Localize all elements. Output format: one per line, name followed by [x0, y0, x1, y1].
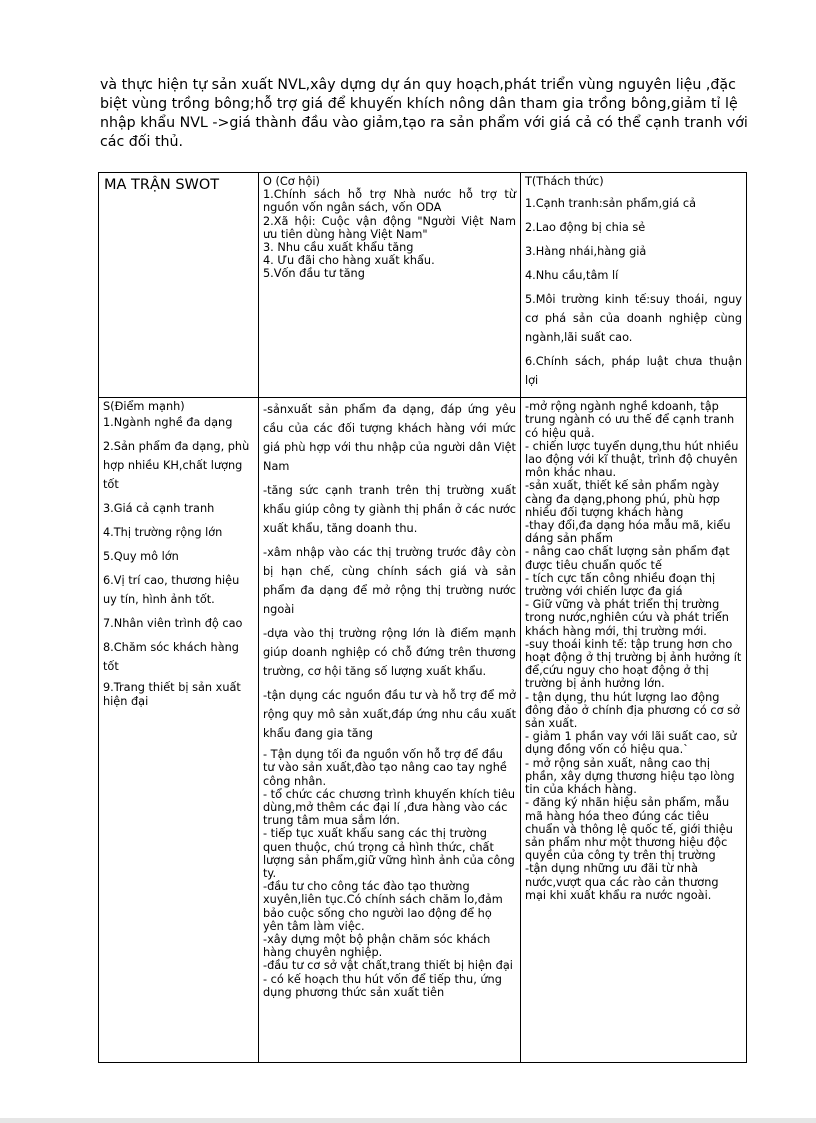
list-item: - nâng cao chất lượng sản phẩm đạt được tiêu chuẩn quốc tế: [525, 545, 730, 572]
list-item: 7.Nhân viên trình độ cao: [103, 617, 243, 631]
list-item: 3.Hàng nhái,hàng giả: [525, 245, 647, 259]
list-item: 4.Thị trường rộng lớn: [103, 526, 223, 540]
list-item: 9.Trang thiết bị sản xuất hiện đại: [103, 681, 241, 708]
list-item: -sảnxuất sản phẩm đa dạng, đáp ứng yêu cầu của các đối tượng khách hàng với mức giá phù hợp với thu nhập của người dân Việt Nam: [263, 403, 516, 474]
list-item: 5.Vốn đầu tư tăng: [263, 267, 365, 281]
list-item: -xâm nhập vào các thị trường trước đây còn bị hạn chế, cùng chính sách giá và sản phẩm đa dạng để mở rộng thị trường nước ngoài: [263, 546, 516, 617]
list-item: - chiến lược tuyển dụng,thu hút nhiều lao động với kĩ thuật, trình độ chuyên môn khác nhau.: [525, 439, 739, 480]
list-item: - Giữ vững và phát triển thị trường trong nước,nghiên cứu và phát triển khách hàng mới, thị trường mới.: [525, 598, 729, 638]
page-bottom-strip: [0, 1118, 816, 1123]
table-row: [99, 398, 747, 1063]
list-item: - tiếp tục xuất khẩu sang các thị trường quen thuộc, chú trọng cả hình thức, chất lượng sản phẩm,giữ vững hình ảnh của công ty.: [263, 827, 515, 881]
list-item: - Tận dụng tối đa nguồn vốn hỗ trợ để đầu tư vào sản xuất,đào tạo nâng cao tay nghề công nhân.: [263, 748, 507, 788]
list-item: -dựa vào thị trường rộng lớn là điểm mạnh giúp doanh nghiệp có chỗ đứng trên thương trường, cơ hội tăng số lượng xuất khẩu.: [263, 627, 516, 679]
list-item: - đăng ký nhãn hiệu sản phẩm, mẫu mã hàng hóa theo đúng các tiêu chuẩn và thông lệ quốc tế, giới thiệu sản phẩm như một thương hiệu độc quyền của công ty trên thị trường: [525, 796, 733, 863]
intro-paragraph: và thực hiện tự sản xuất NVL,xây dựng dự án quy hoạch,phát triển vùng nguyên liệu ,đặc biệt vùng trồng bông;hỗ trợ giá để khuyến khích nông dân tham gia trồng bông,giảm tỉ lệ nhập khẩu NVL ->giá thành đầu vào giảm,tạo ra sản phẩm với giá cả có thể cạnh tranh với các đối thủ.: [100, 77, 748, 150]
list-item: 5.Quy mô lớn: [103, 550, 179, 564]
list-item: - tổ chức các chương trình khuyến khích tiêu dùng,mở thêm các đại lí ,đưa hàng vào các trung tâm mua sắm lớn.: [263, 787, 516, 828]
so-strategies-tight-list: [263, 748, 516, 999]
list-item: -tận dụng những ưu đãi từ nhà nước,vượt qua các rào cản thương mại khi xuất khẩu ra nước ngoài.: [525, 862, 719, 902]
list-item: 3.Giá cả cạnh tranh: [103, 502, 215, 516]
list-item: -mở rộng ngành nghề kdoanh, tập trung ngành có ưu thế để cạnh tranh có hiệu quả.: [525, 400, 735, 440]
list-item: -suy thoái kinh tế: tập trung hơn cho hoạt động ở thị trường bị ảnh hưởng ít để,cứu nguy cho hoạt động ở thị trường bị ảnh hưởng lớn.: [525, 637, 742, 691]
opportunities-list: [263, 188, 516, 280]
st-strategies-list: [525, 400, 742, 902]
list-item: -tận dụng các nguồn đầu tư và hỗ trợ để mở rộng quy mô sản xuất,đáp ứng nhu cầu xuất khẩu đang gia tăng: [263, 689, 516, 741]
strengths-cell: [99, 398, 259, 1063]
list-item: 4. Ưu đãi cho hàng xuất khẩu.: [263, 254, 435, 268]
list-item: - có kế hoạch thu hút vốn để tiếp thu, ứng dụng phương thức sản xuất tiên: [263, 972, 502, 999]
list-item: 1.Ngành nghề đa dạng: [103, 416, 233, 430]
list-item: -thay đổi,đa dạng hóa mẫu mã, kiểu dáng sản phẩm: [525, 519, 731, 546]
table-row: [99, 173, 747, 398]
list-item: 2.Lao động bị chia sẻ: [525, 221, 646, 235]
list-item: -đầu tư cho công tác đào tạo thường xuyên,liên tục.Có chính sách chăm lo,đảm bảo cuộc sống cho người lao động để họ yên tâm làm việc.: [263, 880, 503, 933]
list-item: -xây dựng một bộ phận chăm sóc khách hàng chuyên nghiệp.: [263, 933, 491, 960]
list-item: - tích cực tấn công nhiều đoạn thị trường với chiến lược đa giá: [525, 571, 716, 599]
list-item: - tận dụng, thu hút lượng lao động đông đảo ở chính địa phương có cơ sở sản xuất.: [525, 690, 740, 731]
threats-header: T(Thách thức): [525, 175, 604, 188]
list-item: 5.Môi trường kinh tế:suy thoái, nguy cơ phá sản của doanh nghiệp cùng ngành,lãi suất cao.: [525, 293, 742, 345]
so-strategies-cell: [259, 398, 521, 1063]
list-item: 2.Sản phẩm đa dạng, phù hợp nhiều KH,chất lượng tốt: [103, 440, 250, 492]
opportunities-header: O (Cơ hội): [263, 175, 320, 188]
list-item: -đầu tư cơ sở vật chất,trang thiết bị hiện đại: [263, 959, 513, 973]
st-strategies-cell: [521, 398, 747, 1063]
list-item: 4.Nhu cầu,tâm lí: [525, 269, 619, 283]
list-item: - mở rộng sản xuất, nâng cao thị phần, xây dựng thương hiệu tạo lòng tin của khách hàng.: [525, 756, 735, 797]
list-item: 6.Chính sách, pháp luật chưa thuận lợi: [525, 355, 742, 388]
threats-list: [525, 194, 742, 390]
list-item: 3. Nhu cầu xuất khẩu tăng: [263, 241, 414, 255]
opportunities-cell: [259, 173, 521, 398]
list-item: 1.Cạnh tranh:sản phẩm,giá cả: [525, 197, 696, 211]
strengths-list: [103, 413, 254, 707]
swot-title: MA TRẬN SWOT: [99, 173, 259, 398]
strengths-header: S(Điểm mạnh): [103, 400, 185, 414]
list-item: 1.Chính sách hỗ trợ Nhà nước hỗ trợ từ nguồn vốn ngân sách, vốn ODA: [263, 188, 516, 215]
list-item: 8.Chăm sóc khách hàng tốt: [103, 641, 239, 674]
list-item: - giảm 1 phần vay với lãi suất cao, sử dụng đồng vốn có hiệu qua.`: [525, 730, 737, 757]
list-item: 2.Xã hội: Cuộc vận động "Người Việt Nam ưu tiên dùng hàng Việt Nam": [263, 214, 516, 241]
list-item: -sản xuất, thiết kế sản phẩm ngày càng đa dạng,phong phú, phù hợp nhiều đối tượng khách hàng: [525, 479, 720, 519]
so-strategies-loose-list: [263, 400, 516, 743]
list-item: 6.Vị trí cao, thương hiệu uy tín, hình ảnh tốt.: [103, 574, 240, 607]
threats-cell: [521, 173, 747, 398]
list-item: -tăng sức cạnh tranh trên thị trường xuất khẩu giúp công ty giành thị phần ở các nước xuất khẩu, tăng doanh thu.: [263, 484, 516, 536]
swot-matrix-table: [98, 172, 747, 1063]
